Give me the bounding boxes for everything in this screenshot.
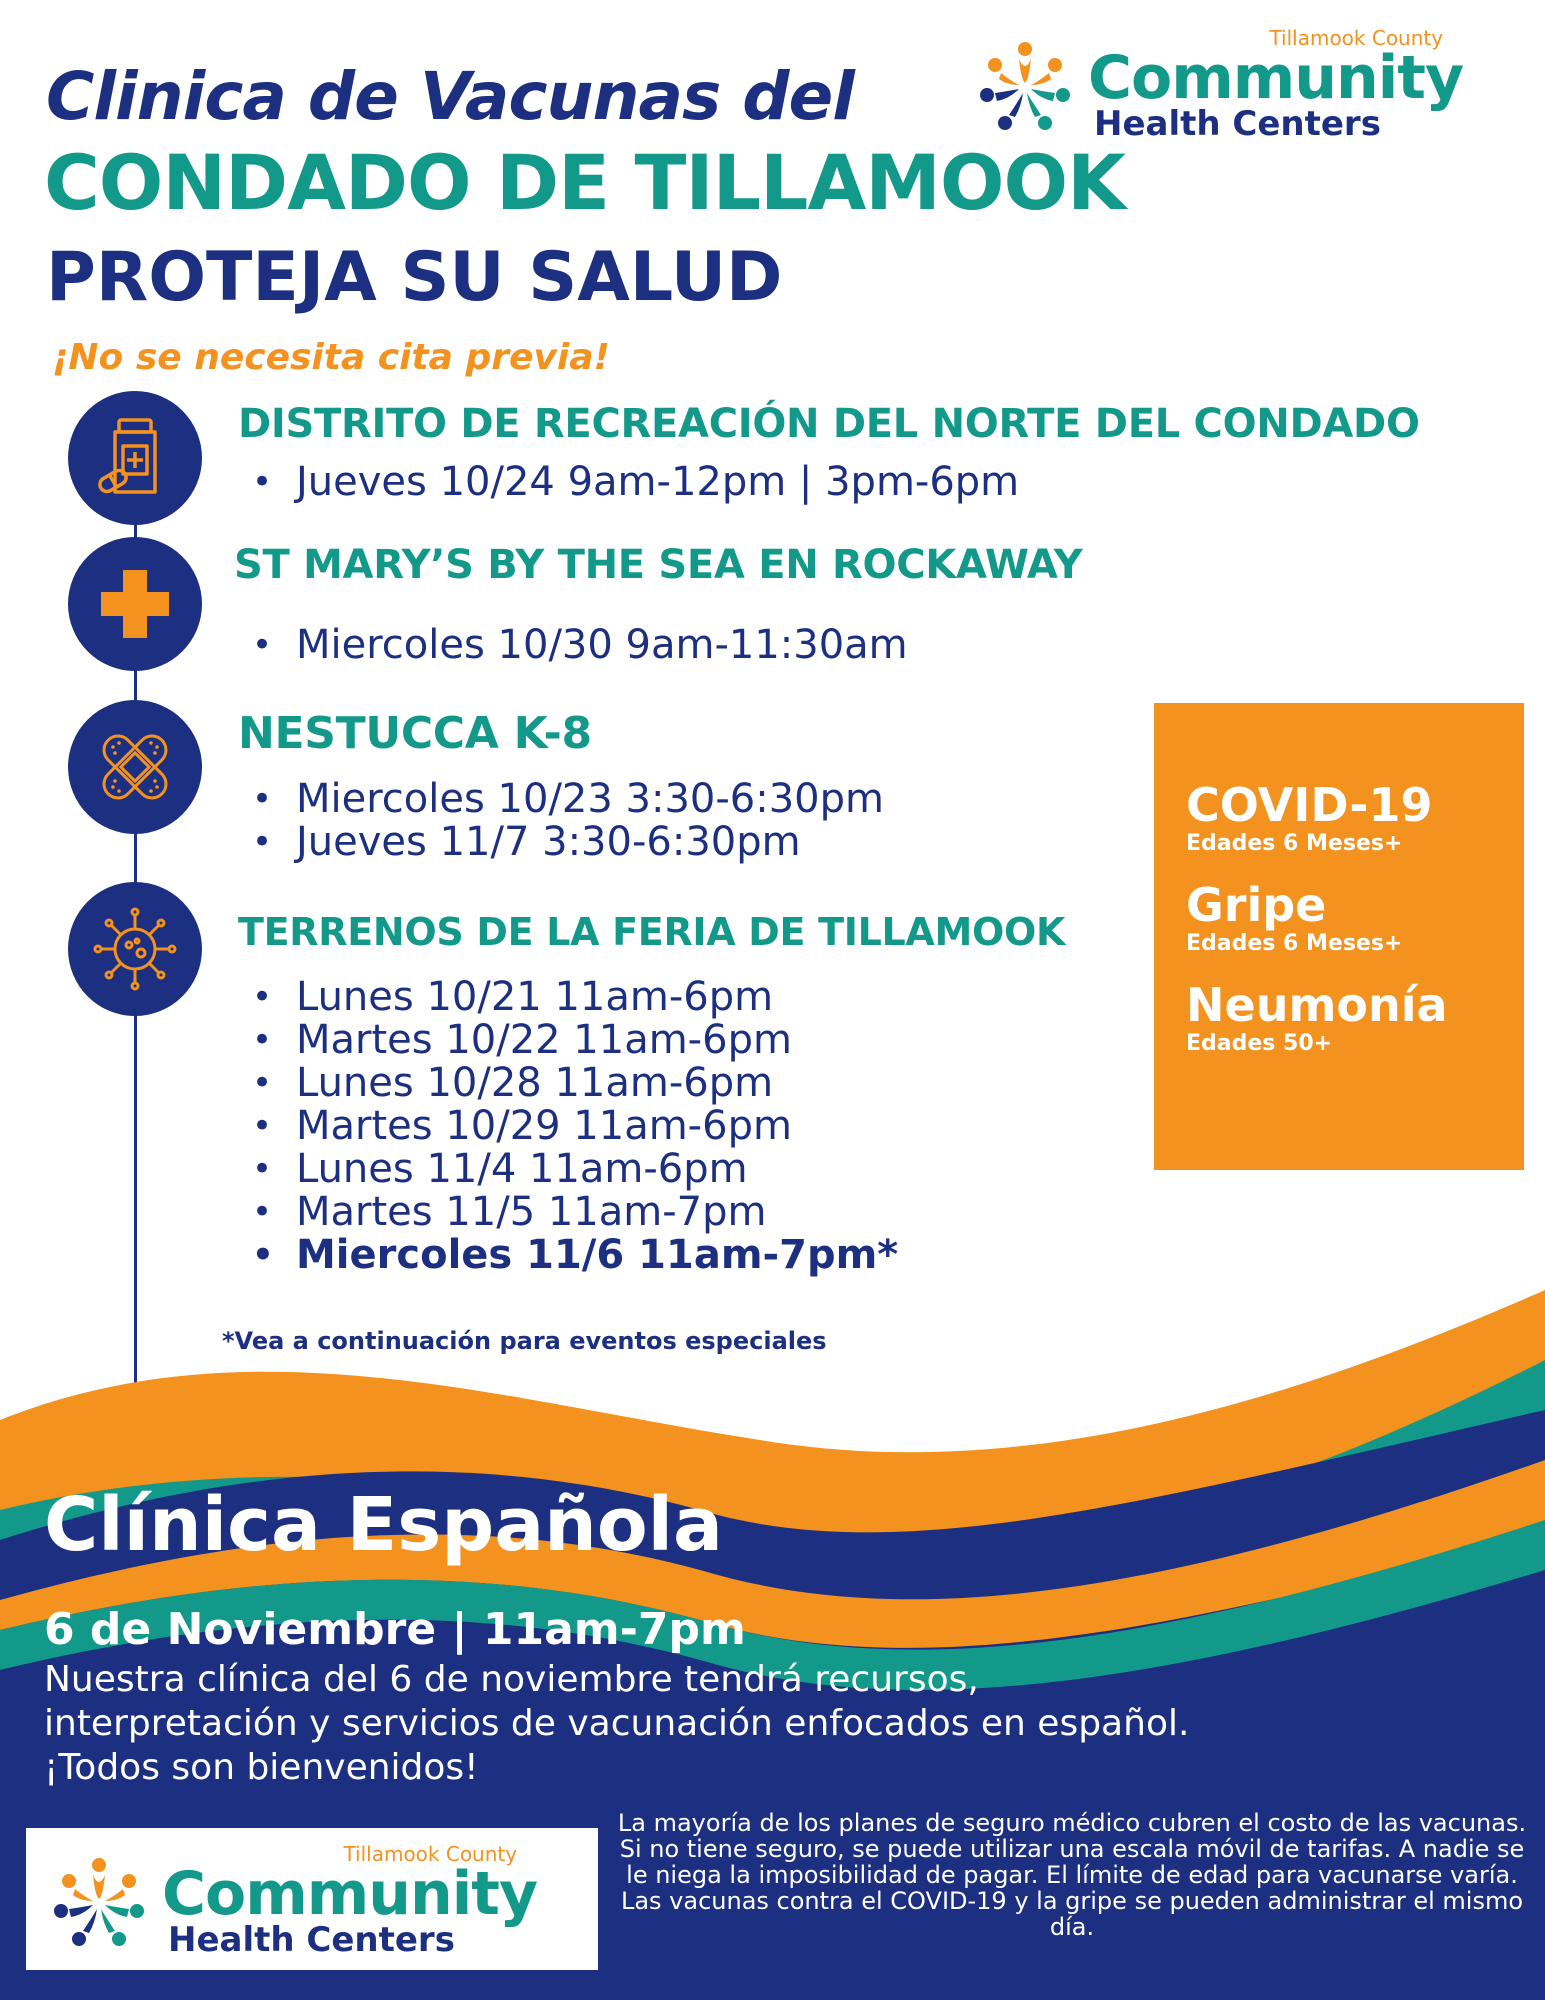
list-item: • Martes 10/22 11am-6pm (252, 1019, 898, 1062)
list-item: • Miercoles 10/23 3:30-6:30pm (252, 778, 884, 821)
location-1-name: DISTRITO DE RECREACIÓN DEL NORTE DEL CONDADO (238, 401, 1420, 447)
logo-county: Tillamook County (343, 1842, 518, 1866)
list-item: • Jueves 10/24 9am-12pm | 3pm-6pm (252, 461, 1019, 504)
list-item: • Lunes 10/28 11am-6pm (252, 1062, 898, 1105)
list-item: • Lunes 10/21 11am-6pm (252, 976, 898, 1019)
location-4-badge (68, 882, 202, 1016)
location-3-dates (252, 778, 884, 864)
vaccine-covid (1186, 779, 1524, 857)
title-line-2: CONDADO DE TILLAMOOK (44, 138, 1126, 227)
logo-county: Tillamook County (1269, 26, 1444, 50)
logo-health-centers: Health Centers (1094, 104, 1381, 144)
vaccine-pneumonia (1186, 979, 1524, 1057)
logo-community: Community (162, 1859, 538, 1929)
vaccine-name: Gripe (1186, 878, 1327, 932)
medicine-bottle-icon (85, 408, 185, 508)
location-1-badge (68, 391, 202, 525)
spanish-clinic-title: Clínica Española (44, 1482, 723, 1568)
title-line-3: PROTEJA SU SALUD (46, 238, 783, 317)
logo-health-centers: Health Centers (168, 1920, 455, 1960)
community-logo-mark-icon (970, 29, 1080, 139)
list-item: • Martes 11/5 11am-7pm (252, 1191, 898, 1234)
location-3-badge (68, 700, 202, 834)
location-4-name: TERRENOS DE LA FERIA DE TILLAMOOK (238, 910, 1066, 954)
logo-community: Community (1088, 43, 1464, 113)
location-2-dates (252, 624, 908, 667)
vaccine-box (1154, 703, 1524, 1170)
top-logo (970, 26, 1463, 142)
bottom-logo (44, 1842, 537, 1958)
bandage-icon (85, 717, 185, 817)
list-item: • Miercoles 10/30 9am-11:30am (252, 624, 908, 667)
tagline: ¡No se necesita cita previa! (52, 337, 610, 378)
location-1-dates (252, 461, 1019, 504)
footnote: *Vea a continuación para eventos especiales (222, 1327, 827, 1355)
vaccine-ages: Edades 6 Meses+ (1186, 931, 1403, 956)
location-3-name: NESTUCCA K-8 (238, 708, 592, 759)
bottom-logo-box (26, 1828, 598, 1970)
vaccine-name: COVID-19 (1186, 778, 1433, 832)
location-4-dates (252, 976, 898, 1277)
vaccine-name: Neumonía (1186, 978, 1448, 1032)
virus-icon (85, 899, 185, 999)
location-2-name: ST MARY’S BY THE SEA EN ROCKAWAY (234, 542, 1083, 588)
spanish-clinic-description: Nuestra clínica del 6 de noviembre tendrá recursos, interpretación y servicios de vacunación enfocados en español. ¡Todos son bienvenidos! (44, 1659, 1190, 1788)
location-2-badge (68, 537, 202, 671)
list-item: • Miercoles 11/6 11am-7pm* (252, 1234, 898, 1277)
insurance-note: La mayoría de los planes de seguro médico cubren el costo de las vacunas. Si no tiene seguro, se puede utilizar una escala móvil de tarifas. A nadie se le niega la imposibilidad de pagar. El límite de edad para vacunarse varía. Las vacunas contra el COVID-19 y la gripe se pueden administrar el mismo día. (617, 1809, 1527, 1941)
spanish-clinic-date: 6 de Noviembre | 11am-7pm (44, 1604, 746, 1655)
vaccine-ages: Edades 50+ (1186, 1031, 1333, 1056)
list-item: • Lunes 11/4 11am-6pm (252, 1148, 898, 1191)
list-item: • Jueves 11/7 3:30-6:30pm (252, 821, 884, 864)
vaccine-flu (1186, 879, 1524, 957)
plus-cross-icon (85, 554, 185, 654)
list-item: • Martes 10/29 11am-6pm (252, 1105, 898, 1148)
vaccine-ages: Edades 6 Meses+ (1186, 831, 1403, 856)
title-line-1: Clinica de Vacunas del (46, 58, 854, 135)
community-logo-mark-icon (44, 1845, 154, 1955)
